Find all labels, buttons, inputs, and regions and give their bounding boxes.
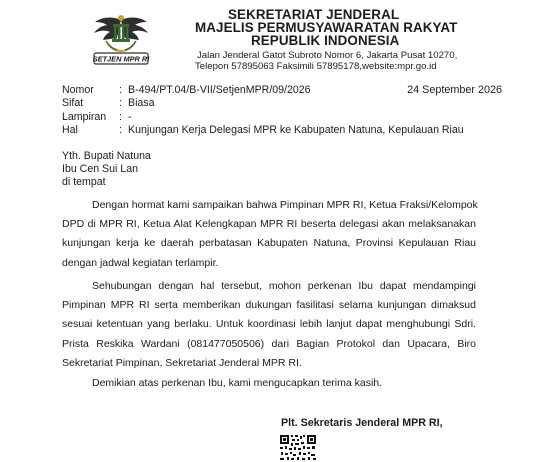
recipient-line-3: di tempat — [62, 176, 106, 189]
body-paragraph-3 — [62, 374, 476, 393]
paragraph-line: kunjungan kerja ke daerah perbatasan Kabupaten Natuna, Provinsi Kepulauan Riau — [62, 237, 476, 250]
body-paragraph-1 — [62, 196, 476, 273]
meta-colon: : — [119, 123, 122, 136]
meta-value-hal: Kunjungan Kerja Delegasi MPR ke Kabupaten Natuna, Kepulauan Riau — [128, 123, 464, 136]
paragraph-line: Sehubungan dengan hal tersebut, mohon perkenan Ibu dapat mendampingi — [92, 280, 476, 292]
meta-row-lampiran — [62, 111, 502, 124]
paragraph-line: dengan jadwal kegiatan terlampir. — [62, 256, 219, 269]
closing-line: Demikian atas perkenan Ibu, kami mengucapkan terima kasih. — [92, 377, 383, 389]
paragraph-line: Dengan hormat kami sampaikan bahwa Pimpinan MPR RI, Ketua Fraksi/Kelompok — [92, 199, 478, 211]
signature-title: Plt. Sekretaris Jenderal MPR RI, — [281, 417, 443, 429]
paragraph-line: sesuai ketentuan yang berlaku. Untuk koordinasi lebih lanjut dapat menghubungi Sdri. — [62, 318, 476, 331]
meta-label-lampiran: Lampiran — [62, 110, 107, 123]
meta-value-lampiran: - — [128, 110, 132, 123]
paragraph-line: Pimpinan MPR RI serta memberikan dukungan fasilitasi selama kunjungan dimaksud — [62, 299, 476, 312]
mpr-emblem-icon — [86, 8, 156, 68]
meta-row-sifat — [62, 97, 502, 110]
meta-label-hal: Hal — [62, 123, 78, 136]
letterhead-address-2: Telepon 57895063 Faksimili 57895178,website:mpr.go.id — [195, 61, 437, 73]
meta-label-sifat: Sifat — [62, 97, 84, 110]
meta-colon: : — [119, 84, 122, 96]
letterhead-address-1: Jalan Jenderal Gatot Subroto Nomor 6, Jakarta Pusat 10270, — [197, 49, 458, 61]
logo-caption: SETJEN MPR RI — [92, 54, 150, 64]
meta-colon: : — [119, 110, 122, 123]
meta-row-nomor — [62, 84, 502, 97]
meta-row-hal — [62, 124, 502, 137]
qr-code-icon — [279, 434, 317, 462]
meta-value-nomor: B-494/PT.04/B-VII/SetjenMPR/09/2026 — [128, 84, 311, 96]
recipient-line-1: Yth. Bupati Natuna — [62, 150, 151, 162]
meta-value-sifat: Biasa — [128, 97, 155, 110]
paragraph-line: Prista Reskika Wardani (081477050506) dari Bagian Protokol dan Upacara, Biro — [62, 337, 476, 350]
recipient-line-2: Ibu Cen Sui Lan — [62, 163, 138, 176]
paragraph-line: DPD di MPR RI, Ketua Alat Kelengkapan MPR RI beserta delegasi akan melaksanakan — [62, 218, 476, 231]
letterhead-line-3: REPUBLIK INDONESIA — [251, 33, 400, 49]
letterhead-line-1: SEKRETARIAT JENDERAL — [228, 7, 400, 22]
body-paragraph-2 — [62, 277, 476, 373]
meta-colon: : — [119, 97, 122, 110]
letterhead — [195, 8, 495, 73]
letterhead-line-2: MAJELIS PERMUSYAWARATAN RAKYAT — [195, 20, 458, 36]
letter-date: 24 September 2026 — [407, 84, 502, 96]
paragraph-line: Sekretariat Pimpinan, Sekretariat Jenderal MPR RI. — [62, 356, 302, 369]
letter-metadata — [62, 84, 502, 137]
meta-label-nomor: Nomor — [62, 84, 94, 96]
recipient-block — [62, 150, 151, 190]
